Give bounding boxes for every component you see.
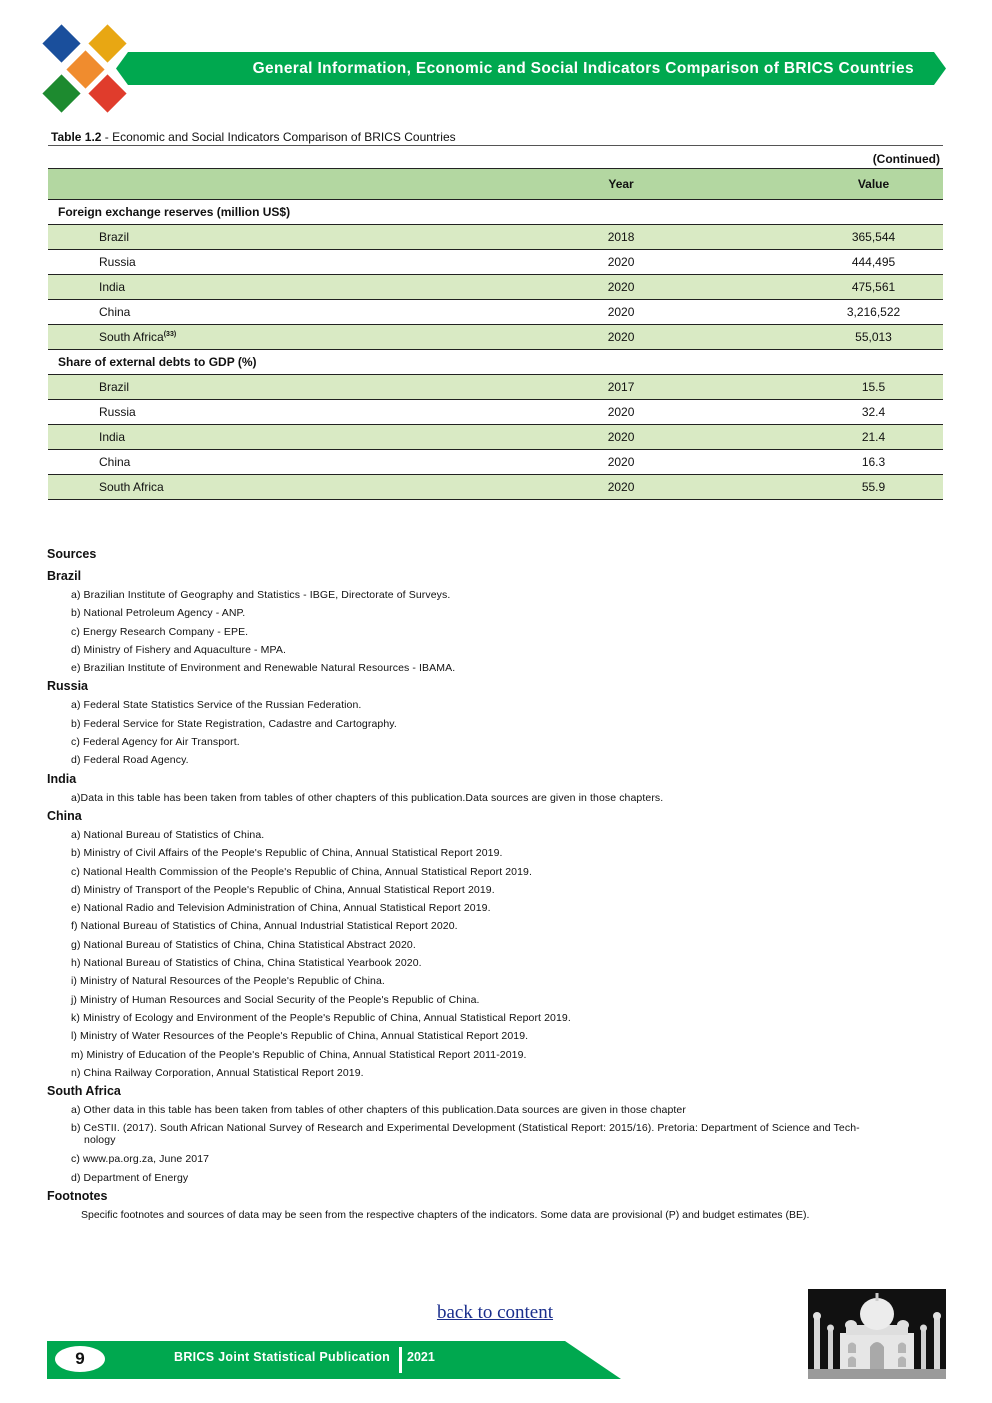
- table-caption: [51, 130, 456, 144]
- source-item: b) Ministry of Civil Affairs of the People's Republic of China, Annual Statistical Report 2019.: [71, 847, 503, 860]
- row-year: 2017: [438, 375, 804, 400]
- row-country: China: [48, 300, 438, 325]
- source-item: c) National Health Commission of the People's Republic of China, Annual Statistical Report 2019.: [71, 865, 533, 878]
- back-to-content-link[interactable]: back to content: [436, 1302, 554, 1323]
- section-row: [48, 350, 943, 375]
- source-country-heading: Brazil: [47, 569, 82, 583]
- source-item-wrapped: [71, 1119, 937, 1150]
- row-country: Brazil: [48, 375, 438, 400]
- sources-heading: Sources: [47, 547, 97, 561]
- source-item: i) Ministry of Natural Resources of the People's Republic of China.: [71, 975, 385, 988]
- source-item: a)Data in this table has been taken from tables of other chapters of this publication.Data sources are given in those chapters.: [71, 791, 664, 804]
- source-item: a) Brazilian Institute of Geography and Statistics - IBGE, Directorate of Surveys.: [71, 589, 451, 601]
- source-item: b) National Petroleum Agency - ANP.: [71, 607, 246, 620]
- table-row: [48, 400, 943, 425]
- source-country-heading: Russia: [47, 679, 88, 694]
- taj-mahal-image: [808, 1289, 946, 1379]
- row-value: 3,216,522: [804, 300, 943, 325]
- row-country: India: [48, 275, 438, 300]
- source-item: d) Ministry of Transport of the People's Republic of China, Annual Statistical Report 2019.: [71, 883, 495, 896]
- source-item: e) National Radio and Television Administration of China, Annual Statistical Report 2019.: [71, 902, 491, 915]
- source-country-heading: India: [47, 771, 77, 786]
- row-value: 55,013: [804, 325, 943, 350]
- source-item: d) Ministry of Fishery and Aquaculture - MPA.: [71, 643, 286, 656]
- source-item: c) www.pa.org.za, June 2017: [71, 1153, 210, 1166]
- row-country: Brazil: [48, 225, 438, 250]
- table-row: [48, 450, 943, 475]
- row-year: 2020: [438, 475, 804, 500]
- header-year: Year: [438, 169, 804, 200]
- row-country: Russia: [48, 400, 438, 425]
- row-value: 16.3: [804, 450, 943, 475]
- row-year: 2020: [438, 250, 804, 275]
- source-item-text: b) CeSTII. (2017). South African National Survey of Research and Experimental Development (Statistical Report: 2015/16). Pretoria: Department of Science and Tech-: [71, 1122, 860, 1135]
- table-row: [48, 300, 943, 325]
- page-title: General Information, Economic and Social Indicators Comparison of BRICS Countries: [252, 60, 914, 77]
- publication-year: 2021: [407, 1350, 435, 1364]
- footnote-ref: (33): [163, 331, 177, 338]
- row-value: 32.4: [804, 400, 943, 425]
- source-item: a) Federal State Statistics Service of the Russian Federation.: [71, 699, 362, 712]
- continued-label: (Continued): [872, 152, 940, 166]
- table-caption-label: Table 1.2: [51, 130, 102, 144]
- source-item: a) National Bureau of Statistics of China.: [71, 828, 265, 841]
- source-item: c) Energy Research Company - EPE.: [71, 625, 249, 638]
- row-country: India: [48, 425, 438, 450]
- source-item: m) Ministry of Education of the People's Republic of China, Annual Statistical Report 2011-2019.: [71, 1048, 527, 1061]
- section-title: Share of external debts to GDP (%): [48, 350, 943, 375]
- section-row: [48, 200, 943, 225]
- source-item: b) Federal Service for State Registration, Cadastre and Cartography.: [71, 717, 397, 730]
- footnotes-text: Specific footnotes and sources of data may be seen from the respective chapters of the indicators. Some data are provisional (P) and budget estimates (BE).: [81, 1209, 810, 1222]
- sources-section: [47, 545, 937, 1224]
- logo-diamond-green: [42, 74, 80, 112]
- indicators-table: [48, 168, 943, 500]
- source-item: k) Ministry of Ecology and Environment of the People's Republic of China, Annual Statistical Report 2019.: [71, 1011, 571, 1024]
- caption-divider: [48, 145, 943, 146]
- source-item: e) Brazilian Institute of Environment and Renewable Natural Resources - IBAMA.: [71, 662, 456, 675]
- source-item: c) Federal Agency for Air Transport.: [71, 736, 240, 749]
- footnotes-heading: Footnotes: [47, 1189, 108, 1204]
- row-value: 15.5: [804, 375, 943, 400]
- row-country: China: [48, 450, 438, 475]
- source-item-continuation: nology: [84, 1134, 116, 1147]
- row-value: 475,561: [804, 275, 943, 300]
- source-item: a) Other data in this table has been taken from tables of other chapters of this publication.Data sources are given in those chapter: [71, 1104, 686, 1117]
- row-year: 2020: [438, 275, 804, 300]
- source-item: d) Federal Road Agency.: [71, 754, 189, 767]
- source-item: l) Ministry of Water Resources of the People's Republic of China, Annual Statistical Report 2019.: [71, 1030, 529, 1043]
- row-value: 21.4: [804, 425, 943, 450]
- section-title: Foreign exchange reserves (million US$): [48, 200, 943, 225]
- table-row: [48, 275, 943, 300]
- row-value: 365,544: [804, 225, 943, 250]
- source-country-heading: China: [47, 808, 82, 823]
- row-country: Russia: [48, 250, 438, 275]
- header-indicator: [48, 169, 438, 200]
- publication-name: BRICS Joint Statistical Publication: [174, 1350, 391, 1364]
- source-country-heading: South Africa: [47, 1084, 121, 1099]
- row-value: 444,495: [804, 250, 943, 275]
- table-row: [48, 375, 943, 400]
- logo-diamond-blue: [42, 24, 80, 62]
- table-row: [48, 250, 943, 275]
- row-country-cell: [48, 325, 438, 350]
- page-number: 9: [55, 1346, 105, 1372]
- source-item: d) Department of Energy: [71, 1171, 189, 1184]
- source-item: h) National Bureau of Statistics of China, China Statistical Yearbook 2020.: [71, 957, 422, 970]
- row-year: 2020: [438, 300, 804, 325]
- table-row: [48, 475, 943, 500]
- row-country: South Africa: [48, 475, 438, 500]
- header-value: Value: [804, 169, 943, 200]
- source-item: f) National Bureau of Statistics of China, Annual Industrial Statistical Report 2020.: [71, 920, 458, 933]
- row-year: 2020: [438, 400, 804, 425]
- table-row: [48, 325, 943, 350]
- row-year: 2020: [438, 425, 804, 450]
- table-header-row: [48, 169, 943, 200]
- row-year: 2018: [438, 225, 804, 250]
- row-value: 55.9: [804, 475, 943, 500]
- table-row: [48, 425, 943, 450]
- row-country: South Africa: [99, 330, 164, 344]
- table-row: [48, 225, 943, 250]
- row-year: 2020: [438, 450, 804, 475]
- source-item: n) China Railway Corporation, Annual Statistical Report 2019.: [71, 1066, 364, 1079]
- table-caption-text: - Economic and Social Indicators Comparison of BRICS Countries: [101, 130, 456, 144]
- source-item: j) Ministry of Human Resources and Social Security of the People's Republic of China.: [71, 993, 480, 1006]
- source-item: g) National Bureau of Statistics of China, China Statistical Abstract 2020.: [71, 938, 416, 951]
- row-year: 2020: [438, 325, 804, 350]
- footer-divider: [399, 1347, 402, 1373]
